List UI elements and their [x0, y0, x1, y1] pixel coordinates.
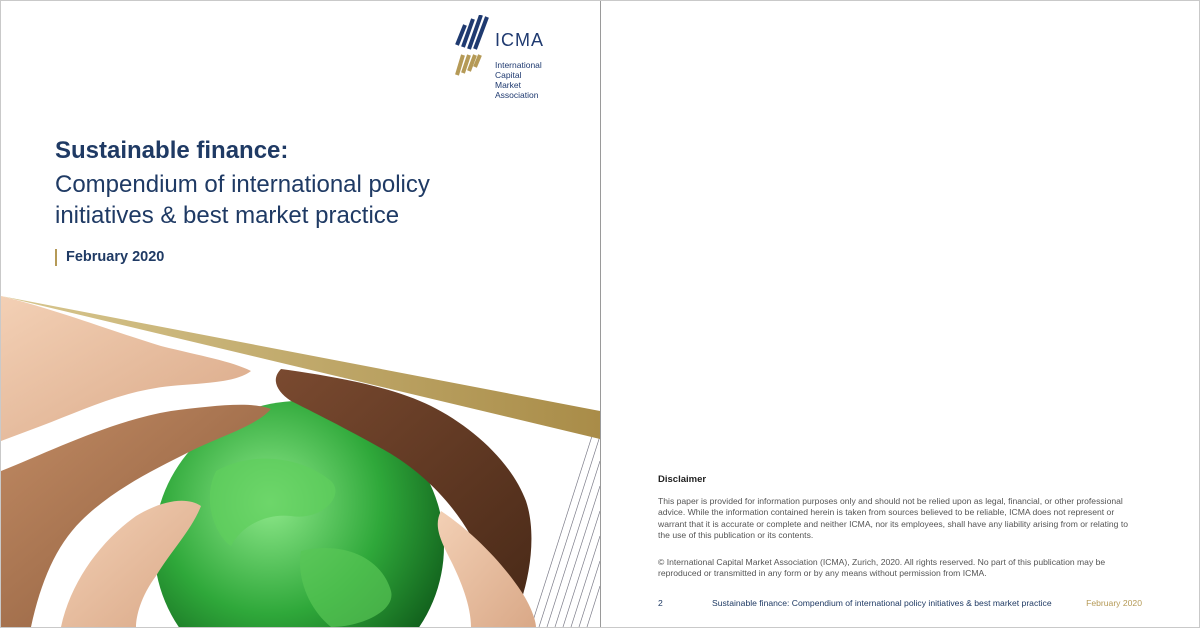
disclaimer-heading: Disclaimer: [658, 474, 707, 485]
footer-date: February 2020: [1086, 598, 1142, 608]
diagonal-stripes-decoration: [531, 411, 600, 627]
logo-subtitle: [495, 60, 561, 100]
logo-line: Market: [495, 80, 521, 90]
footer-title: Sustainable finance: Compendium of international policy initiatives & best market practice: [712, 598, 1052, 608]
page-footer: [658, 598, 1142, 610]
footer-page-number: 2: [658, 598, 663, 608]
logo-line: Association: [495, 90, 539, 100]
cover-date-text: February 2020: [66, 249, 165, 265]
disclaimer-page: [601, 1, 1199, 627]
logo-line: Capital: [495, 70, 522, 80]
icma-logo: [453, 15, 563, 105]
logo-wordmark: ICMA: [495, 30, 544, 50]
cover-page: [1, 1, 600, 627]
icma-logo-mark-icon: [453, 15, 493, 79]
hands-globe-image: [1, 291, 600, 627]
copyright-paragraph: © International Capital Market Association (ICMA), Zurich, 2020. All rights reserved. No part of this publication may be reproduced or transmitted in any form or by any means without permission from ICMA.: [658, 557, 1106, 579]
logo-line: International: [495, 60, 542, 70]
cover-subtitle: Compendium of international policy initiatives & best market practice: [55, 171, 430, 229]
date-accent-bar: [55, 249, 57, 266]
cover-title: Sustainable finance:: [55, 137, 289, 164]
disclaimer-paragraph: This paper is provided for information purposes only and should not be relied upon as legal, financial, or other professional advice. While the information contained herein is taken from sources believed to be reliable, ICMA does not represent or warrant that it is accurate or complete and neither ICMA, nor its employees, shall have any liability arising from or relating to the use of this publication or its contents.: [658, 496, 1129, 540]
